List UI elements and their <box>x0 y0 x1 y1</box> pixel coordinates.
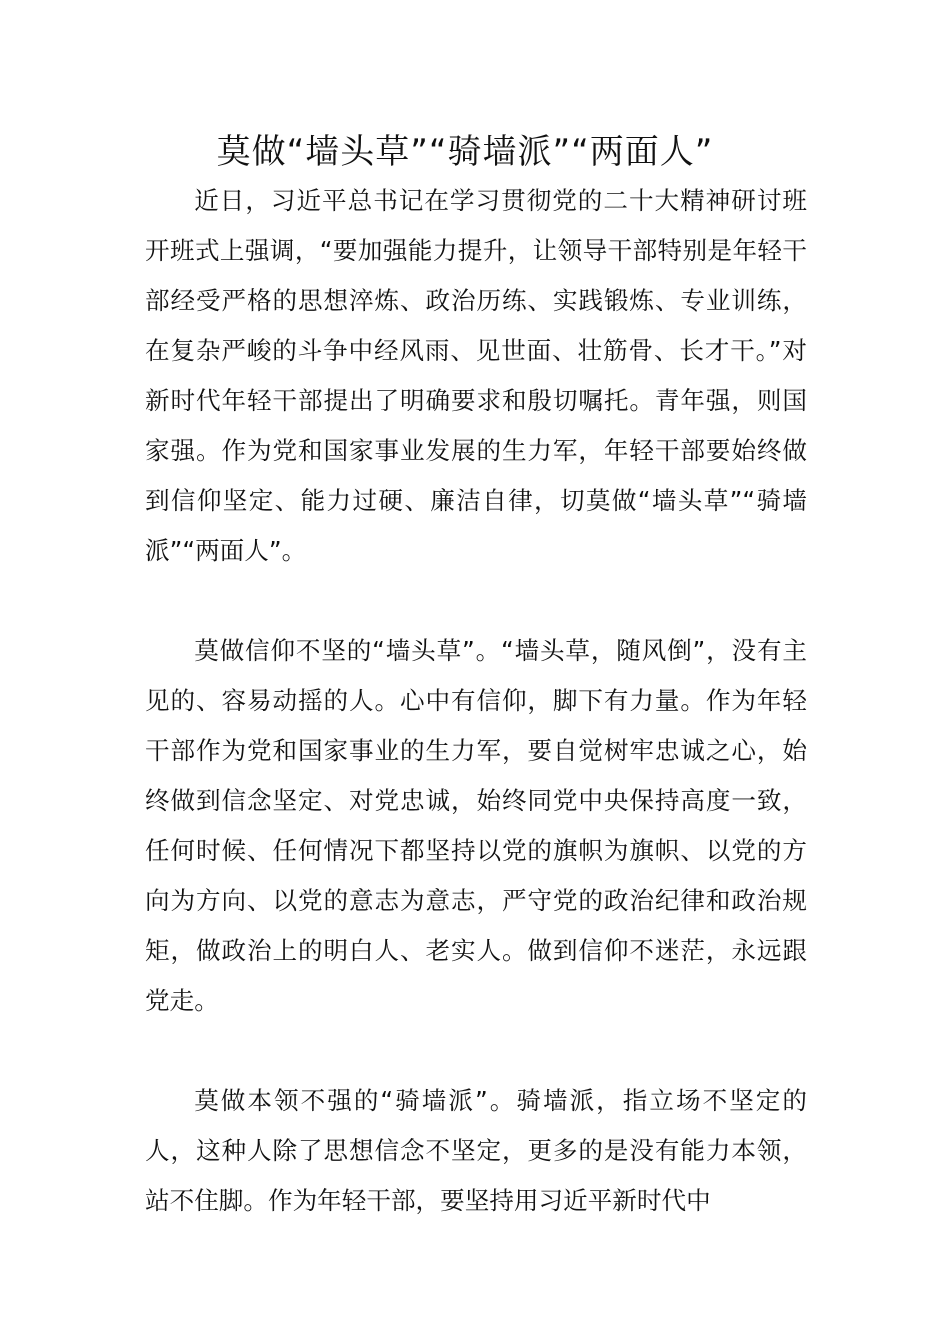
paragraph-intro: 近日，习近平总书记在学习贯彻党的二十大精神研讨班开班式上强调，“要加强能力提升，让领导干部特别是年轻干部经受严格的思想淬炼、政治历练、实践锻炼、专业训练，在复杂严峻的斗争中经风雨、见世面、壮筋骨、长才干。”对新时代年轻干部提出了明确要求和殷切嘱托。青年强，则国家强。作为党和国家事业发展的生力军，年轻干部要始终做到信仰坚定、能力过硬、廉洁自律，切莫做“墙头草”“骑墙派”“两面人”。 <box>145 186 807 565</box>
paragraph-qiangtoucao: 莫做信仰不坚的“墙头草”。“墙头草，随风倒”，没有主见的、容易动摇的人。心中有信仰，脚下有力量。作为年轻干部作为党和国家事业的生力军，要自觉树牢忠诚之心，始终做到信念坚定、对党忠诚，始终同党中央保持高度一致，任何时候、任何情况下都坚持以党的旗帜为旗帜、以党的方向为方向、以党的意志为意志，严守党的政治纪律和政治规矩，做政治上的明白人、老实人。做到信仰不迷茫，永远跟党走。 <box>145 636 807 1015</box>
document-title: 莫做“墙头草”“骑墙派”“两面人” <box>216 132 714 172</box>
paragraph-qiqiangpai: 莫做本领不强的“骑墙派”。骑墙派，指立场不坚定的人，这种人除了思想信念不坚定，更多的是没有能力本领，站不住脚。作为年轻干部，要坚持用习近平新时代中 <box>145 1086 807 1215</box>
document-body <box>145 176 807 1226</box>
